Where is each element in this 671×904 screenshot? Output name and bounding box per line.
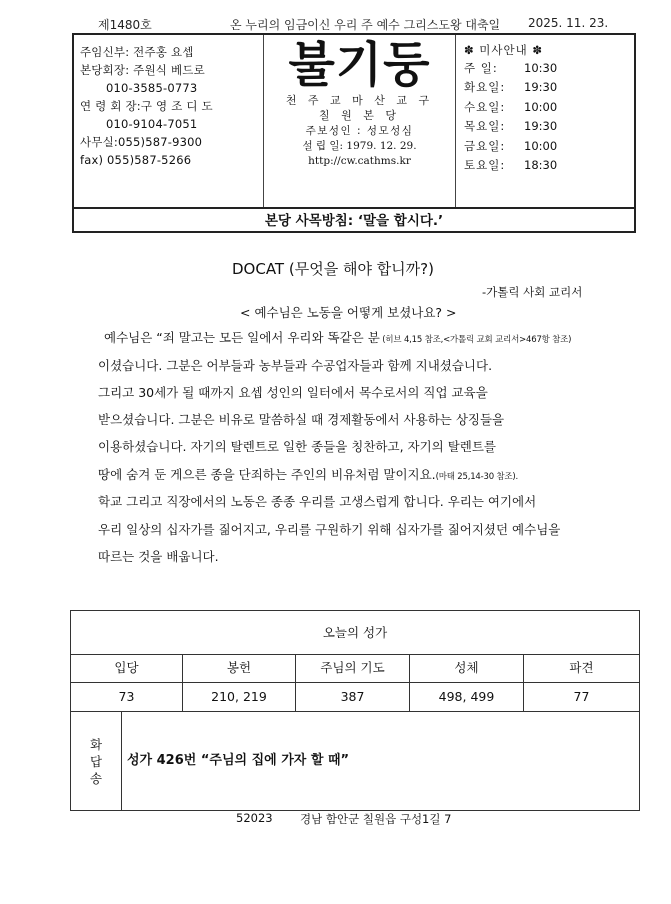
response-label-char: 송: [89, 770, 103, 786]
hymn-header-cell: 주님의 기도: [296, 654, 410, 682]
article-question: < 예수님은 노동을 어떻게 보셨나요? >: [240, 305, 457, 320]
hymn-header-cell: 봉헌: [183, 654, 296, 682]
response-psalm-label: [71, 712, 122, 810]
pastoral-motto: 본당 사목방침: ‘말을 합시다.’: [74, 207, 634, 233]
article-line: 이용하셨습니다. 자기의 탈렌트로 일한 종들을 칭찬하고, 자기의 탈렌트를: [98, 439, 497, 454]
hymn-header-cell: 성체: [410, 654, 524, 682]
article-line: 이셨습니다. 그분은 어부들과 농부들과 수공업자들과 함께 지내셨습니다.: [98, 358, 493, 373]
patron-saint: 주보성인 : 성모성심: [305, 125, 414, 137]
contact-line: 본당회장: 주원식 베드로: [80, 63, 205, 77]
response-label-char: 화: [89, 736, 103, 752]
mass-time: 10:30: [524, 61, 558, 75]
article-line: 땅에 숨겨 둔 게으른 종을 단죄하는 주인의 비유처럼 말이지요.(마태 25,14-30 참조).: [98, 467, 519, 482]
article-line: 그리고 30세가 될 때까지 요셉 성인의 일터에서 목수로서의 직업 교육을: [98, 385, 488, 400]
article-line: 우리 일상의 십자가를 짊어지고, 우리를 구원하기 위해 십자가를 짊어지셨던 예수님을: [98, 522, 561, 537]
mass-schedule: [456, 35, 634, 207]
mass-day: 금요일:: [464, 138, 506, 153]
mass-time: 10:00: [524, 99, 558, 114]
mass-time-row: [464, 98, 634, 117]
issue-date: 2025. 11. 23.: [528, 16, 609, 30]
hymn-value-cell: 210, 219: [183, 683, 296, 711]
mass-day: 화요일:: [464, 80, 506, 95]
hymn-value-row: [71, 683, 639, 712]
hymn-value-cell: 387: [296, 683, 410, 711]
mass-time: 19:30: [524, 80, 558, 95]
mass-day: 수요일:: [464, 99, 506, 114]
contact-line: fax) 055)587-5266: [80, 153, 192, 167]
hymn-header-row: [71, 654, 639, 683]
contact-line: 사무실:055)587-9300: [80, 135, 203, 149]
mass-day: 토요일:: [464, 158, 506, 173]
mass-time-row: [464, 59, 634, 78]
masthead-center: [264, 35, 456, 207]
article-line: 받으셨습니다. 그분은 비유로 말씀하실 때 경제활동에서 사용하는 상징들을: [98, 412, 505, 427]
article-line: 학교 그리고 직장에서의 노동은 종종 우리를 고생스럽게 합니다. 우리는 여기에서: [98, 494, 537, 509]
response-psalm-row: [71, 712, 639, 810]
hymn-value-cell: 498, 499: [410, 683, 524, 711]
mass-day: 주 일:: [464, 61, 498, 75]
article-line: 따르는 것을 배웁니다.: [98, 549, 219, 564]
contact-line: 010-3585-0773: [106, 81, 198, 95]
issue-number: 제1480호: [98, 18, 152, 32]
article-source: -가톨릭 사회 교리서: [482, 285, 583, 299]
mass-time-row: [464, 78, 634, 97]
hymn-header-cell: 입당: [71, 654, 183, 682]
hymn-value-cell: 73: [71, 683, 183, 711]
mass-time: 10:00: [524, 138, 558, 153]
masthead: [72, 33, 636, 233]
feast-name: 온 누리의 임금이신 우리 주 예수 그리스도왕 대축일: [230, 18, 501, 32]
mass-schedule-title: ✽ 미사안내 ✽: [464, 43, 544, 57]
mass-time: 19:30: [524, 119, 558, 134]
article-line: 예수님은 “죄 말고는 모든 일에서 우리와 똑같은 분 (히브 4,15 참조,<가톨릭 교회 교리서>467항 참조): [104, 330, 572, 345]
hymn-table-caption: 오늘의 성가: [71, 611, 639, 655]
response-label-char: 답: [89, 753, 103, 769]
mass-time-row: [464, 137, 634, 156]
contact-info: [74, 35, 264, 207]
bulletin-logo: 불기둥: [288, 37, 431, 93]
parish-address: 경남 함안군 칠원읍 구성1길 7: [300, 812, 452, 826]
contact-line: 주임신부: 전주홍 요셉: [80, 45, 194, 59]
diocese-name: 천 주 교 마 산 교 구: [285, 94, 434, 107]
article-title: DOCAT (무엇을 해야 합니까?): [232, 260, 434, 278]
response-psalm-hymn: 성가 426번 “주님의 집에 가자 할 때”: [127, 753, 350, 768]
parish-url: http://cw.cathms.kr: [308, 155, 411, 167]
hymn-header-cell: 파견: [569, 660, 594, 675]
hymn-table: [70, 610, 640, 811]
mass-day: 목요일:: [464, 119, 506, 134]
mass-time: 18:30: [524, 158, 558, 173]
contact-line: 연 령 회 장:구 영 조 디 도: [80, 99, 213, 113]
mass-time-row: [464, 117, 634, 136]
parish-name: 칠 원 본 당: [319, 109, 400, 122]
contact-line: 010-9104-7051: [106, 117, 198, 131]
hymn-value-cell: 77: [573, 689, 590, 704]
mass-time-row: [464, 156, 634, 175]
postal-code: 52023: [236, 811, 273, 825]
founded-date: 설 립 일: 1979. 12. 29.: [302, 140, 417, 152]
